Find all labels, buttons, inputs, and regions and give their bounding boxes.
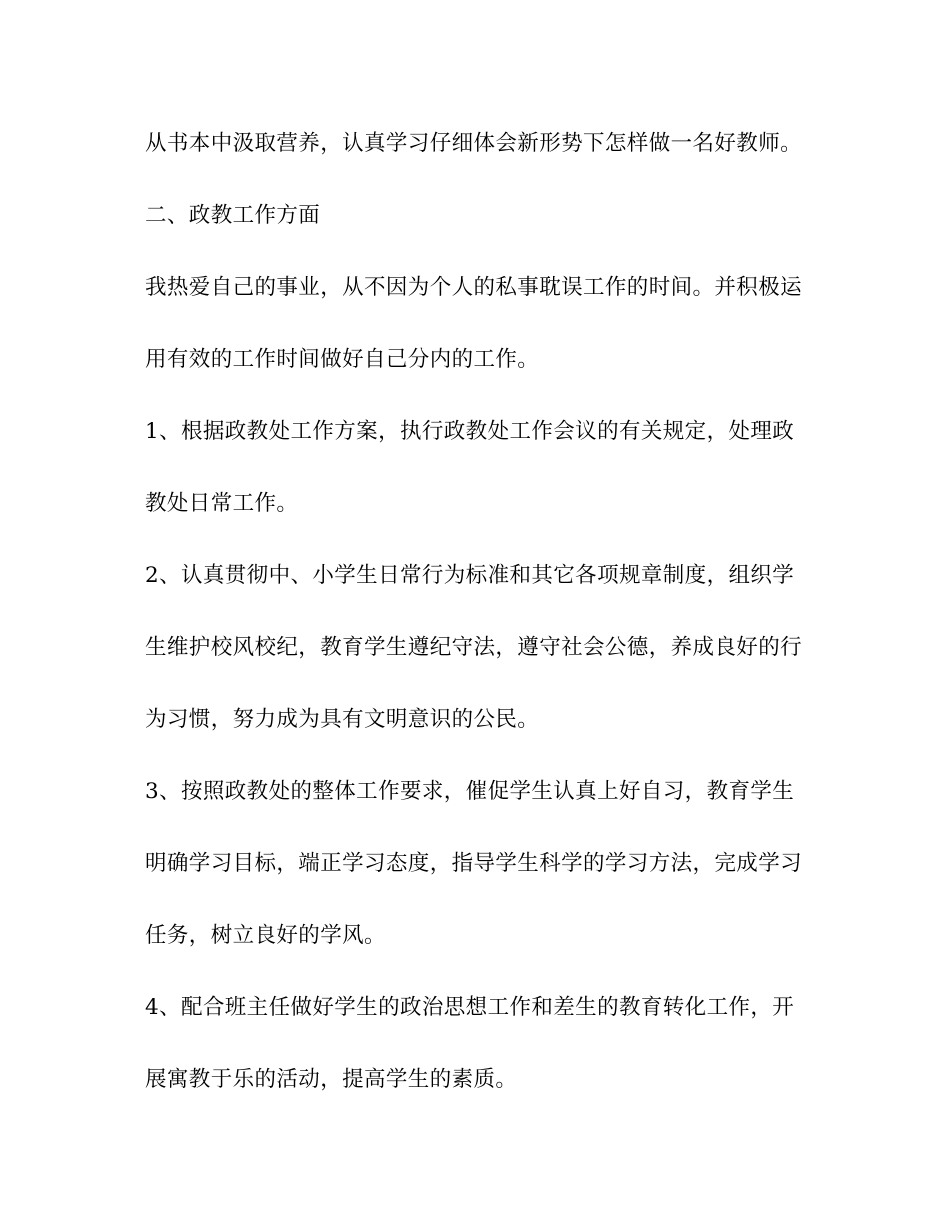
list-item-line: 4、配合班主任做好学生的政治思想工作和差生的教育转化工作，开: [145, 995, 795, 1020]
list-item-line: 教处日常工作。: [145, 491, 299, 516]
list-item-line: 展寓教于乐的活动，提高学生的素质。: [145, 1067, 518, 1092]
list-item-line: 任务，树立良好的学风。: [145, 923, 386, 948]
list-item-line: 2、认真贯彻中、小学生日常行为标准和其它各项规章制度，组织学: [145, 563, 795, 588]
list-item-line: 1、根据政教处工作方案，执行政教处工作会议的有关规定，处理政: [145, 419, 795, 444]
paragraph-line: 从书本中汲取营养，认真学习仔细体会新形势下怎样做一名好教师。: [145, 131, 803, 156]
list-item-line: 为习惯，努力成为具有文明意识的公民。: [145, 707, 540, 732]
section-heading: 二、政教工作方面: [145, 203, 321, 228]
list-item-line: 明确学习目标，端正学习态度，指导学生科学的学习方法，完成学习: [145, 851, 803, 876]
list-item-line: 生维护校风校纪，教育学生遵纪守法，遵守社会公德，养成良好的行: [145, 635, 803, 660]
paragraph-line: 用有效的工作时间做好自己分内的工作。: [145, 347, 540, 372]
paragraph-line: 我热爱自己的事业，从不因为个人的私事耽误工作的时间。并积极运: [145, 275, 803, 300]
list-item-line: 3、按照政教处的整体工作要求，催促学生认真上好自习，教育学生: [145, 779, 795, 804]
